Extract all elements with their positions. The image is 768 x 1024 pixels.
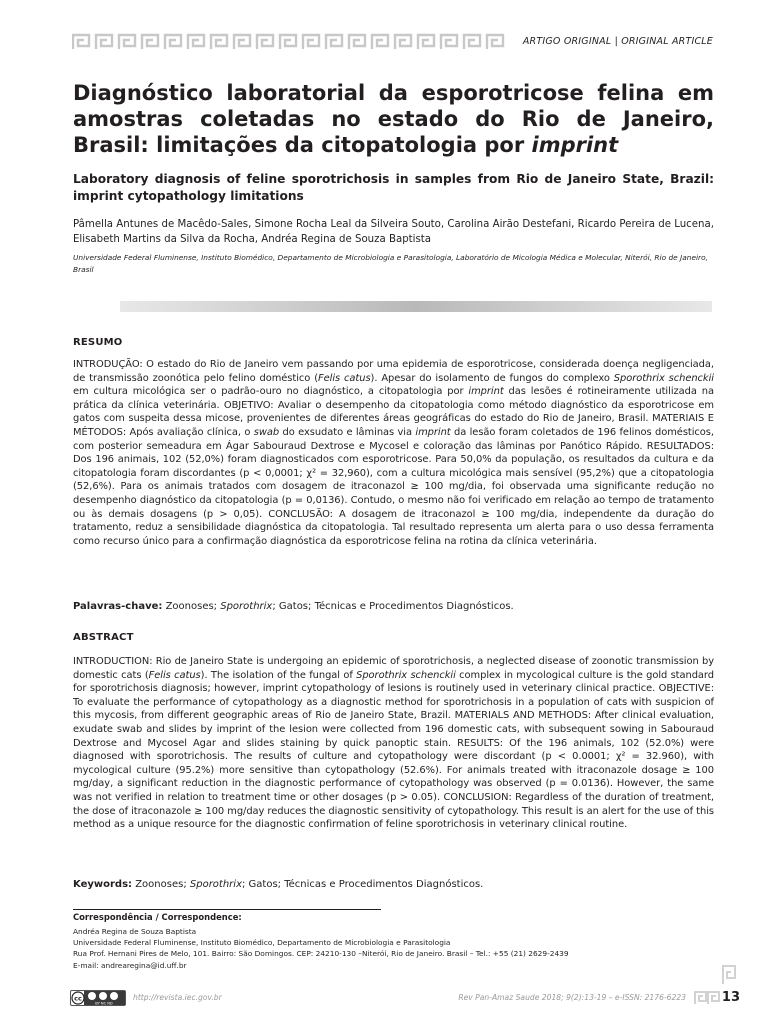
resumo-text xyxy=(73,358,714,548)
abstract-heading: ABSTRACT xyxy=(73,632,134,643)
resumo-heading: RESUMO xyxy=(73,337,123,348)
corr-name: Andréa Regina de Souza Baptista xyxy=(73,927,197,936)
greek-key-unit xyxy=(165,35,181,49)
title-main: Diagnóstico laboratorial da esporotricose felina em amostras coletadas no estado do Rio de Janeiro, Brasil: limitações da citopatologia por xyxy=(73,81,714,157)
greek-key-unit xyxy=(464,35,480,49)
greek-key-unit xyxy=(211,35,227,49)
resumo-seg: das lesões é rotineiramente utilizada na prática da clínica veterinária. OBJETIVO: Avaliar o desempenho da citopatologia como método diagnóstico da esporotricose em gatos com suspeita dessa micose, provenientes de diferentes áreas geográficas do estado do Rio de Janeiro, Brasil. MATERIAIS E MÉTODOS: Após avaliação clínica, o xyxy=(73,386,714,438)
abstract-seg: Felis catus xyxy=(148,669,201,681)
resumo-seg: INTRODUÇÃO: O estado do Rio de Janeiro vem passando por uma epidemia de esporotricose, considerada doença negligenciada, de transmissão zoonótica pelo felino doméstico ( xyxy=(73,359,714,384)
citation-ref: Rev Pan-Amaz Saude 2018; 9(2):13-19 – e-ISSN: 2176-6223 xyxy=(458,993,686,1002)
greek-key-unit xyxy=(349,35,365,49)
resumo-seg: imprint xyxy=(415,426,451,438)
resumo-seg: Felis catus xyxy=(318,372,371,384)
greek-key-unit xyxy=(142,35,158,49)
abstract-text xyxy=(73,655,714,832)
resumo-seg: do exsudato e lâminas via xyxy=(279,426,416,438)
article-type-label: ARTIGO ORIGINAL | ORIGINAL ARTICLE xyxy=(522,36,713,47)
correspondence-rule xyxy=(73,909,381,910)
kw-seg: ; Gatos; Técnicas e Procedimentos Diagnósticos. xyxy=(272,601,514,612)
kw-seg: Zoonoses; xyxy=(132,879,190,890)
kw-label: Palavras-chave: xyxy=(73,601,163,612)
greek-key-unit xyxy=(395,35,411,49)
cc-license-icon[interactable] xyxy=(70,990,126,1006)
correspondence-heading: Correspondência / Correspondence: xyxy=(73,912,242,922)
journal-url[interactable]: http://revista.iec.gov.br xyxy=(133,993,222,1002)
side-ornament-icon xyxy=(722,965,736,985)
greek-key-unit xyxy=(257,35,273,49)
resumo-seg: imprint xyxy=(468,386,504,398)
greek-key-unit xyxy=(326,35,342,49)
resumo-seg: swab xyxy=(253,426,280,438)
page-title xyxy=(73,80,714,158)
greek-key-unit xyxy=(303,35,319,49)
section-divider-bar xyxy=(120,301,712,312)
greek-key-ornament xyxy=(72,33,510,51)
footer-ornament-icon xyxy=(694,991,720,1005)
abstract-seg: Sporothrix schenckii xyxy=(356,669,456,681)
affiliation: Universidade Federal Fluminense, Instituto Biomédico, Departamento de Microbiologia e Parasitologia, Laboratório de Micologia Médica e Molecular, Niterói, Rio de Janeiro, Brasil xyxy=(73,253,708,274)
english-title: Laboratory diagnosis of feline sporotrichosis in samples from Rio de Janeiro State, Brazil: imprint cytopathology limitations xyxy=(73,172,714,203)
greek-key-unit xyxy=(96,35,112,49)
greek-key-unit xyxy=(119,35,135,49)
corr-address: Rua Prof. Hernani Pires de Melo, 101. Bairro: São Domingos. CEP: 24210-130 –Niterói, Rio de Janeiro. Brasil – Tel.: +55 (21) 2629-2439 xyxy=(73,949,569,959)
palavras-chave xyxy=(73,600,714,614)
keywords xyxy=(73,878,714,892)
greek-key-unit xyxy=(73,35,89,49)
greek-key-unit xyxy=(234,35,250,49)
abstract-seg: INTRODUCTION: Rio de Janeiro State is undergoing an epidemic of sporotrichosis, a neglected disease of zoonotic transmission by domestic cats ( xyxy=(73,656,714,681)
kw-label: Keywords: xyxy=(73,879,133,890)
svg-text:cc: cc xyxy=(74,994,82,1003)
resumo-seg: ). Apesar do isolamento de fungos do complexo xyxy=(370,372,614,384)
author-list: Pâmella Antunes de Macêdo-Sales, Simone Rocha Leal da Silveira Souto, Carolina Airão Destefani, Ricardo Pereira de Lucena, Elisabeth Martins da Silva da Rocha, Andréa Regina de Souza Baptista xyxy=(73,219,714,245)
abstract-seg: complex in mycological culture is the gold standard for sporotrichosis diagnosis; however, imprint cytopathology of lesions is routinely used in veterinary clinical practice. OBJECTIVE: To evaluate the performance of cytopathology as a diagnostic method for sporotrichosis in a population of cats with suspicion of this mycosis, from different geographic areas of Rio de Janeiro State, Brazil. MATERIALS AND METHODS: After clinical evaluation, exudate swab and slides by imprint of the lesion were collected from 196 domestic cats, with subsequent sowing in Sabouraud Dextrose and Mycosel Agar and slides staining by quick panoptic stain. RESULTS: Of the 196 animals, 102 (52.0%) were diagnosed with sporotrichosis. The results of culture and cytopathology were discordant (p < 0.0001; χ² = 32.960), with mycological culture (95.2%) more sensitive than cytopathology (52.6%). For animals treated with itraconazole dosage ≥ 100 mg/day, a significant reduction in the diagnostic performance of cytopathology was observed (p = 0.0136). However, the same was not verified in relation to treatment time or other dosages (p > 0.05). CONCLUSION: Regardless of the duration of treatment, the dose of itraconazole ≥ 100 mg/day reduces the diagnostic sensitivity of cytopathology. This result is an alert for the use of this method as a unique resource for the diagnostic confirmation of feline sporotrichosis in veterinary clinical routine. xyxy=(73,669,714,831)
correspondence-block xyxy=(73,926,714,971)
resumo-seg: da lesão foram coletados de 196 felinos domésticos, com posterior semeadura em Ágar Sabouraud Dextrose e Mycosel e coloração das lâminas por Panótico Rápido. RESULTADOS: Dos 196 animais, 102 (52,0%) foram diagnosticados com esporotricose. Para 50,0% da população, os resultados da cultura e da citopatologia foram discordantes (p < 0,0001; χ² = 32,960), com a cultura micológica mais sensível (95,2%) que a citopatologia (52,6%). Para os animais tratados com dosagem de itraconazol ≥ 100 mg/dia, foi observada uma significante redução no desempenho diagnóstico da citopatologia (p = 0,0136). Contudo, o mesmo não foi verificado em relação ao tempo de tratamento ou às demais dosagens (p > 0,05). CONCLUSÃO: A dosagem de itraconazol ≥ 100 mg/dia, independente da duração do tratamento, reduz a sensibilidade diagnóstica da citopatologia. Tal resultado representa um alerta para o uso dessa ferramenta como recurso único para a confirmação diagnóstica da esporotricose felina na rotina da clínica veterinária. xyxy=(73,426,714,547)
ornament-units xyxy=(73,35,503,49)
greek-key-unit xyxy=(372,35,388,49)
abstract-seg: ). The isolation of the fungal of xyxy=(200,669,357,681)
title-italic: imprint xyxy=(531,133,619,157)
corr-institution: Universidade Federal Fluminense, Instituto Biomédico, Departamento de Microbiologia e Parasitologia xyxy=(73,938,451,948)
corr-email[interactable]: E-mail: andrearegina@id.uff.br xyxy=(73,960,187,970)
greek-key-unit xyxy=(418,35,434,49)
greek-key-unit xyxy=(487,35,503,49)
greek-key-unit xyxy=(188,35,204,49)
kw-seg: ; Gatos; Técnicas e Procedimentos Diagnósticos. xyxy=(241,879,484,890)
resumo-seg: em cultura micológica ser o padrão-ouro no diagnóstico, a citopatologia por xyxy=(73,386,469,398)
kw-seg: Zoonoses; xyxy=(162,601,221,612)
cc-text: BY NC ND xyxy=(95,1001,113,1006)
greek-key-unit xyxy=(441,35,457,49)
kw-seg: Sporothrix xyxy=(189,879,242,890)
kw-seg: Sporothrix xyxy=(220,601,273,612)
greek-key-unit xyxy=(280,35,296,49)
page-number: 13 xyxy=(721,990,740,1005)
resumo-seg: Sporothrix schenckii xyxy=(613,372,714,384)
